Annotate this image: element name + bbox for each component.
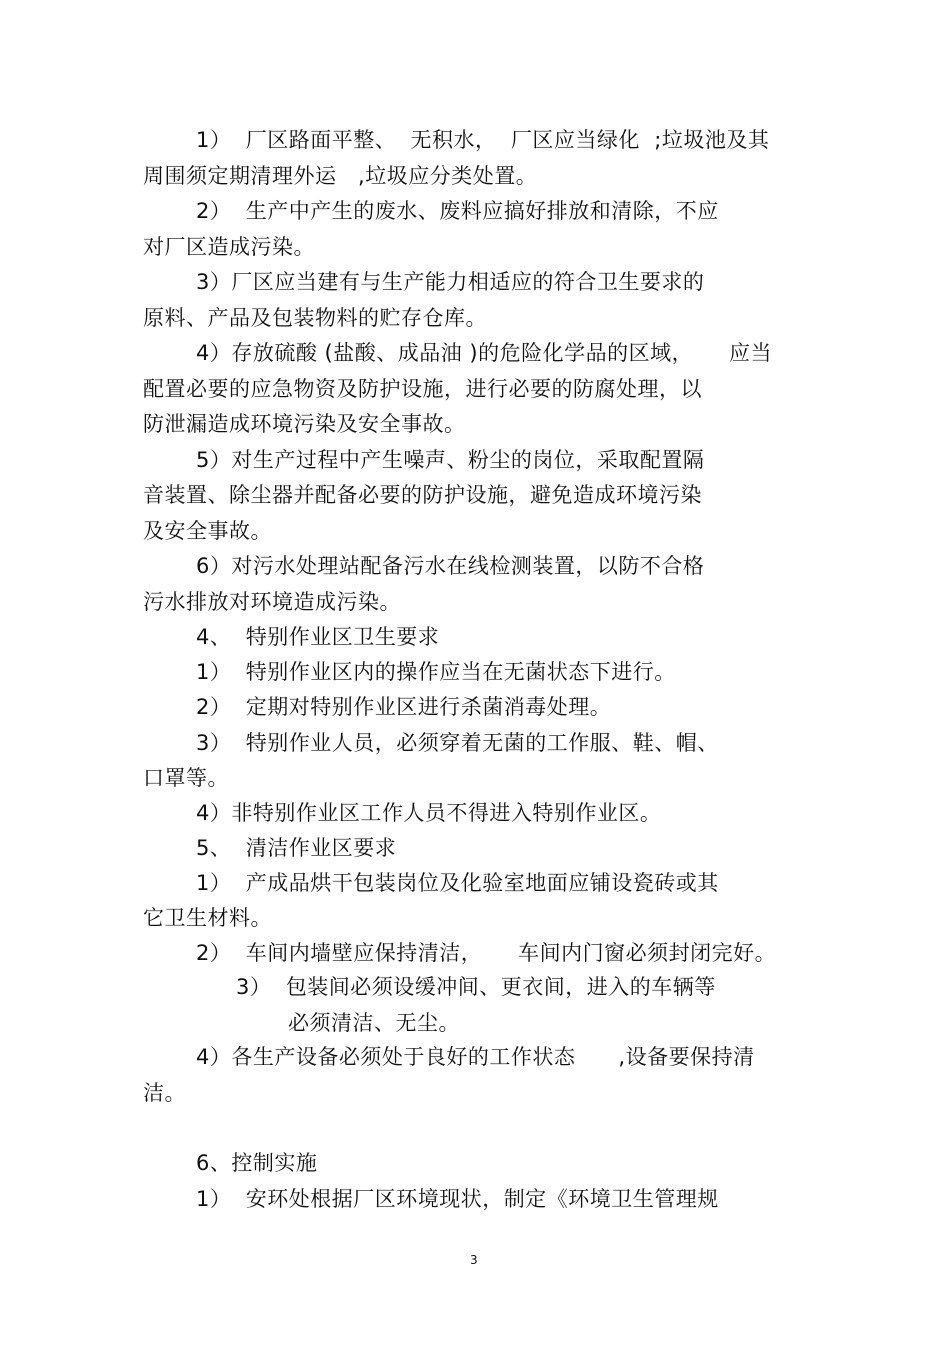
text-line: 污水排放对环境造成污染。 [143, 590, 401, 614]
text-line: 必须清洁、无尘。 [288, 1011, 460, 1035]
text-line: 配置必要的应急物资及防护设施，进行必要的防腐处理，以 [143, 377, 702, 401]
text-line: 1） 厂区路面平整、 无积水， 厂区应当绿化 ;垃圾池及其 [196, 128, 770, 152]
page-number: 3 [470, 1253, 478, 1267]
text-line: 1） 安环处根据厂区环境现状，制定《环境卫生管理规 [196, 1187, 719, 1211]
text-line: 口罩等。 [143, 766, 229, 790]
text-line: 3） 包装间必须设缓冲间、更衣间，进入的车辆等 [236, 975, 716, 999]
text-line: 2） 生产中产生的废水、废料应搞好排放和清除，不应 [196, 199, 719, 223]
text-line: 2） 车间内墙壁应保持清洁， 车间内门窗必须封闭完好。 [196, 941, 777, 965]
text-line: 5）对生产过程中产生噪声、粉尘的岗位，采取配置隔 [196, 448, 705, 472]
text-line: 对厂区造成污染。 [143, 235, 315, 259]
text-line: 洁。 [143, 1081, 186, 1105]
text-line: 2） 定期对特别作业区进行杀菌消毒处理。 [196, 695, 612, 719]
text-line: 6）对污水处理站配备污水在线检测装置，以防不合格 [196, 554, 705, 578]
text-line: 及安全事故。 [143, 519, 272, 543]
text-line: 1） 特别作业区内的操作应当在无菌状态下进行。 [196, 660, 676, 684]
text-line: 3） 特别作业人员，必须穿着无菌的工作服、鞋、帽、 [196, 731, 719, 755]
text-line: 4）各生产设备必须处于良好的工作状态 ,设备要保持清 [196, 1045, 755, 1069]
section-heading: 5、 清洁作业区要求 [196, 836, 397, 860]
text-line: 它卫生材料。 [143, 906, 272, 930]
text-line: 4）非特别作业区工作人员不得进入特别作业区。 [196, 801, 662, 825]
section-heading: 6、控制实施 [196, 1151, 318, 1175]
text-line: 3）厂区应当建有与生产能力相适应的符合卫生要求的 [196, 270, 705, 294]
section-heading: 4、 特别作业区卫生要求 [196, 625, 440, 649]
text-line: 音装置、除尘器并配备必要的防护设施，避免造成环境污染 [143, 483, 702, 507]
text-line: 周围须定期清理外运 ,垃圾应分类处置。 [143, 164, 538, 188]
text-line: 原料、产品及包装物料的贮存仓库。 [143, 306, 487, 330]
text-line: 1） 产成品烘干包装岗位及化验室地面应铺设瓷砖或其 [196, 871, 719, 895]
text-line: 防泄漏造成环境污染及安全事故。 [143, 412, 466, 436]
text-line: 4）存放硫酸 (盐酸、成品油 )的危险化学品的区域， 应当 [196, 341, 772, 365]
